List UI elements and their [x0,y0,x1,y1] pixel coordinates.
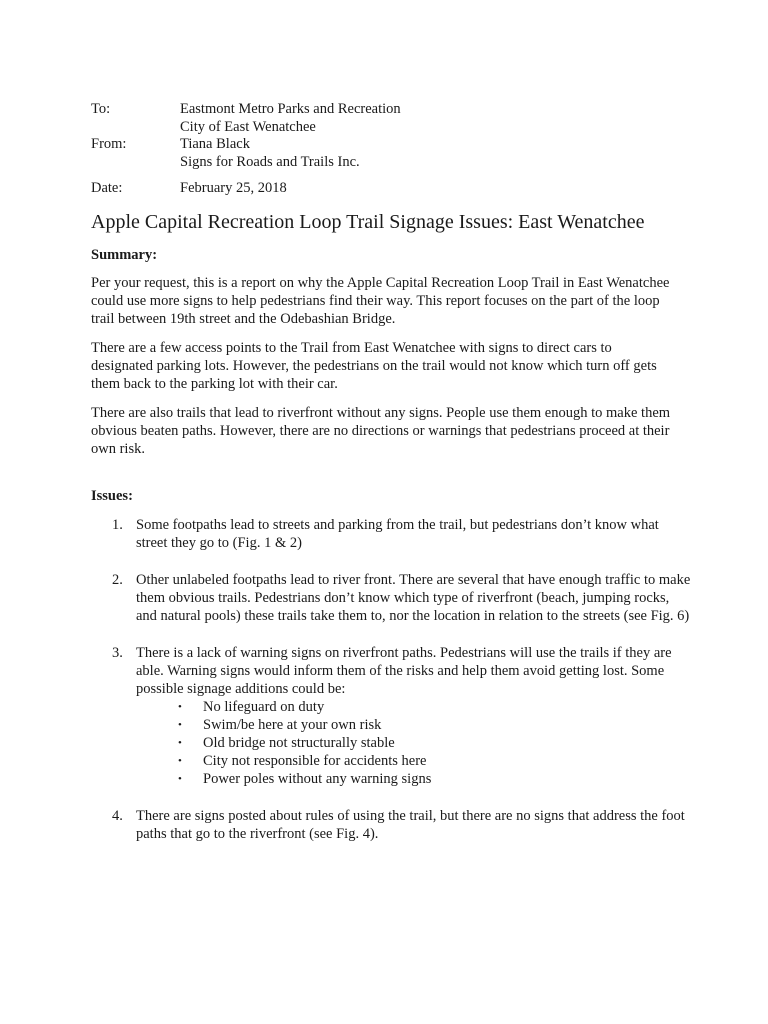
bullet-text: Swim/be here at your own risk [203,717,382,733]
issue-body [136,644,691,788]
issues-heading: Issues: [91,488,133,504]
issue-text: Some footpaths lead to streets and parking from the trail, but pedestrians don’t know what street they go to (Fig. 1 & 2) [136,517,659,551]
summary-paragraph-3: There are also trails that lead to riverfront without any signs. People use them enough to make them obvious beaten paths. However, there are no directions or warnings that pedestrians proceed at their own risk. [91,405,671,457]
bullet-item [178,734,691,752]
summary-heading: Summary: [91,247,158,263]
bullet-icon: • [178,701,182,713]
issue-text: There is a lack of warning signs on riverfront paths. Pedestrians will use the trails if they are able. Warning signs would inform them of the risks and help them avoid getting lost. Some possible signage additions could be: [136,645,672,697]
memo-date-label: Date: [91,180,123,196]
memo-from-value-2: Signs for Roads and Trails Inc. [180,153,360,170]
issue-text: There are signs posted about rules of using the trail, but there are no signs that address the foot paths that go to the riverfront (see Fig. 4). [136,808,685,842]
memo-to-row [91,101,401,119]
bullet-item [178,716,691,734]
memo-header [91,101,401,198]
bullet-text: Old bridge not structurally stable [203,735,395,751]
bullet-item [178,770,691,788]
bullet-icon: • [178,755,182,767]
bullet-icon: • [178,719,182,731]
memo-to-value: Eastmont Metro Parks and Recreation [180,101,401,117]
bullet-text: No lifeguard on duty [203,699,325,715]
issue-number: 3. [112,645,123,661]
memo-to-value-2: City of East Wenatchee [180,118,316,135]
summary-paragraph-1: Per your request, this is a report on why the Apple Capital Recreation Loop Trail in East Wenatchee could use more signs to help pedestrians find their way. This report focuses on the part of the loop trail between 19th street and the Odebashian Bridge. [91,275,670,327]
issue-item-3 [91,644,691,788]
memo-from-value: Tiana Black [180,136,250,152]
issue-number: 2. [112,572,123,588]
memo-to-label: To: [91,101,111,117]
issue-item-2 [91,571,691,625]
issue-number: 1. [112,517,123,533]
issue-item-1 [91,516,691,552]
bullet-item [178,698,691,716]
memo-date-value: February 25, 2018 [180,180,287,196]
memo-to-row-2 [91,119,401,137]
bullet-item [178,752,691,770]
issue-text: Other unlabeled footpaths lead to river front. There are several that have enough traffic to make them obvious trails. Pedestrians don’t know which type of riverfront (beach, jumping rocks, and natural pools) these trails take them to, nor the location in relation to the streets (see Fig. 6) [136,572,691,624]
memo-from-label: From: [91,136,127,152]
bullet-icon: • [178,737,182,749]
signage-suggestions-list [136,698,691,788]
issue-number: 4. [112,808,123,824]
summary-paragraph-2: There are a few access points to the Trail from East Wenatchee with signs to direct cars to designated parking lots. However, the pedestrians on the trail would not know which turn off gets them back to the parking lot with their car. [91,340,657,392]
bullet-text: Power poles without any warning signs [203,771,432,787]
memo-from-row-2 [91,154,401,172]
issues-list [91,516,691,862]
bullet-icon: • [178,773,182,785]
document-title: Apple Capital Recreation Loop Trail Signage Issues: East Wenatchee [91,211,645,233]
memo-date-row [91,180,401,198]
bullet-text: City not responsible for accidents here [203,753,427,769]
issue-item-4 [91,807,691,843]
memo-from-row [91,136,401,154]
